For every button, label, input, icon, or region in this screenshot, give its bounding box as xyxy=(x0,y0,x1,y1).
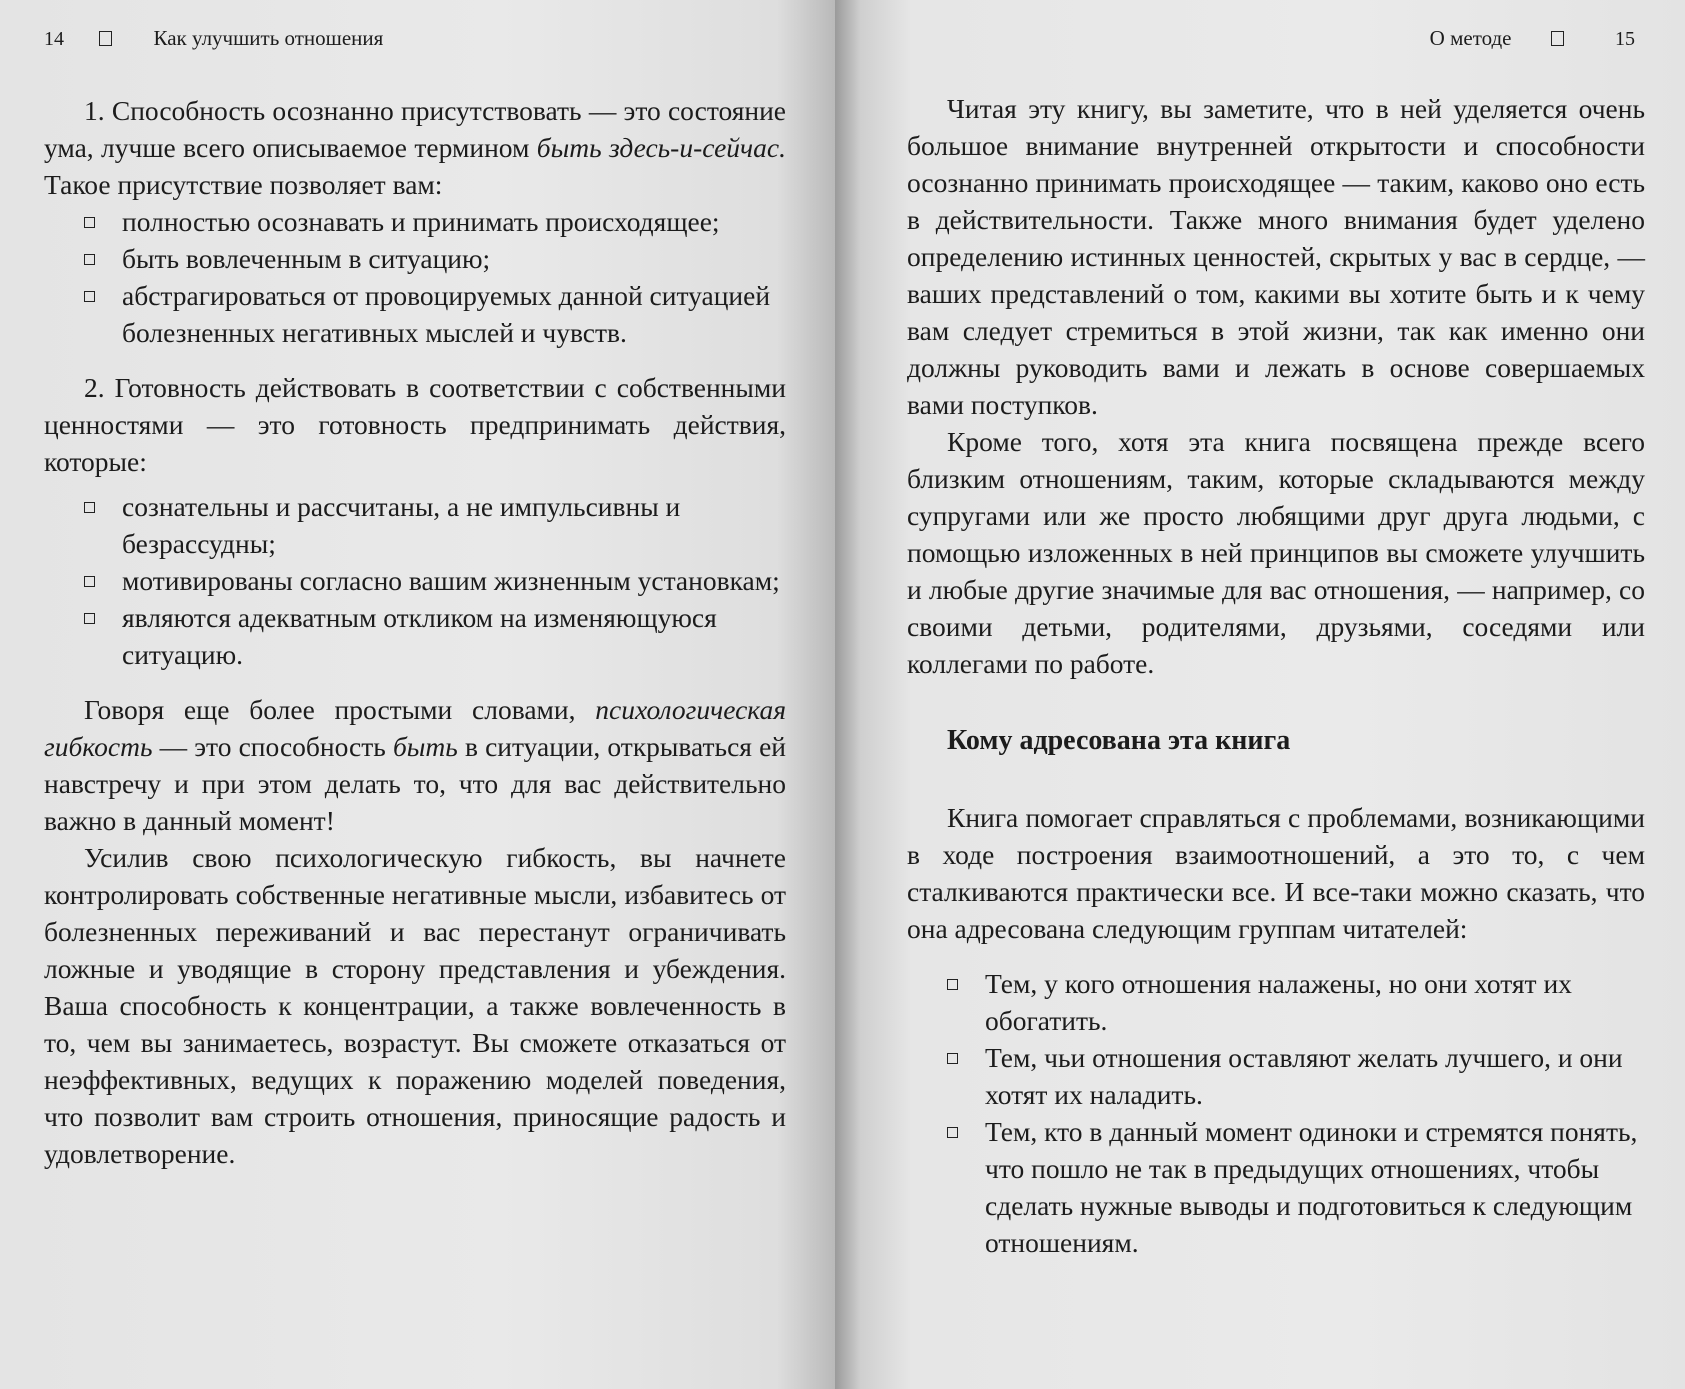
left-page-number: 14 xyxy=(44,28,64,50)
header-square-icon xyxy=(99,31,112,46)
paragraph: Кроме того, хотя эта книга посвящена прежде всего близким отношениям, таким, которые складываются между супругами или же просто любящими друг друга людьми, с помощью изложенных в ней принципов вы сможете улучшить и любые другие значимые для вас отношения, — например, со своими детьми, родителями, друзьями, соседями или коллегами по работе. xyxy=(907,426,1645,679)
left-page xyxy=(0,0,835,1389)
paragraph: Говоря еще более простыми словами, психологическая гибкость — это способность быть в ситуации, открываться ей навстречу и при этом делать то, что для вас действительно важно в данный момент! xyxy=(44,694,786,836)
square-bullet-icon xyxy=(84,502,95,513)
right-running-title: О методе xyxy=(1429,26,1512,50)
header-square-icon xyxy=(1551,31,1564,46)
bullet-list xyxy=(44,488,786,673)
list-item: быть вовлеченным в ситуацию; xyxy=(44,240,786,277)
paragraph: 2. Готовность действовать в соответствии с собственными ценностями — это готовность предпринимать действия, которые: xyxy=(44,372,786,477)
bullet-list xyxy=(44,203,786,351)
list-item: Тем, у кого отношения налажены, но они хотят их обогатить. xyxy=(907,965,1645,1039)
list-item: являются адекватным откликом на изменяющуюся ситуацию. xyxy=(44,599,786,673)
right-page-number: 15 xyxy=(1615,28,1635,50)
list-item: мотивированы согласно вашим жизненным установкам; xyxy=(44,562,786,599)
list-item: Тем, чьи отношения оставляют желать лучшего, и они хотят их наладить. xyxy=(907,1039,1645,1113)
right-text-column xyxy=(907,90,1645,1261)
square-bullet-icon xyxy=(947,1053,958,1064)
square-bullet-icon xyxy=(84,254,95,265)
list-item: сознательны и рассчитаны, а не импульсивны и безрассудны; xyxy=(44,488,786,562)
paragraph: Читая эту книгу, вы заметите, что в ней уделяется очень большое внимание внутренней открытости и способности осознанно принимать происходящее — таким, каково оно есть в действительности. Также много внимания будет уделено определению истинных ценностей, скрытых у вас в сердце, — ваших представлений о том, какими вы хотите быть и к чему вам следует стремиться в этой жизни, так как именно они должны руководить вами и лежать в основе совершаемых вами поступков. xyxy=(907,93,1645,420)
square-bullet-icon xyxy=(84,291,95,302)
bullet-list xyxy=(907,965,1645,1261)
paragraph: 1. Способность осознанно присутствовать — это состояние ума, лучше всего описываемое термином быть здесь-и-сейчас. Такое присутствие позволяет вам: xyxy=(44,95,786,200)
list-item: полностью осознавать и принимать происходящее; xyxy=(44,203,786,240)
square-bullet-icon xyxy=(84,217,95,228)
list-item: абстрагироваться от провоцируемых данной ситуацией болезненных негативных мыслей и чувств. xyxy=(44,277,786,351)
section-heading: Кому адресована эта книга xyxy=(947,725,1291,756)
left-text-column xyxy=(44,92,786,1172)
paragraph: Книга помогает справляться с проблемами, возникающими в ходе построения взаимоотношений, а это то, с чем сталкиваются практически все. И все-таки можно сказать, что она адресована следующим группам читателей: xyxy=(907,802,1645,944)
left-running-header xyxy=(44,26,383,51)
square-bullet-icon xyxy=(947,979,958,990)
list-item: Тем, кто в данный момент одиноки и стремятся понять, что пошло не так в предыдущих отношениях, чтобы сделать нужные выводы и подготовиться к следующим отношениям. xyxy=(907,1113,1645,1261)
square-bullet-icon xyxy=(947,1127,958,1138)
square-bullet-icon xyxy=(84,576,95,587)
square-bullet-icon xyxy=(84,613,95,624)
right-page xyxy=(835,0,1685,1389)
right-running-header xyxy=(1430,26,1635,51)
left-running-title: Как улучшить отношения xyxy=(153,26,384,50)
paragraph: Усилив свою психологическую гибкость, вы начнете контролировать собственные негативные мысли, избавитесь от болезненных переживаний и вас перестанут ограничивать ложные и уводящие в сторону представления и убеждения. Ваша способность к концентрации, а также вовлеченность в то, чем вы занимаетесь, возрастут. Вы сможете отказаться от неэффективных, ведущих к поражению моделей поведения, что позволит вам строить отношения, приносящие радость и удовлетворение. xyxy=(44,842,786,1169)
